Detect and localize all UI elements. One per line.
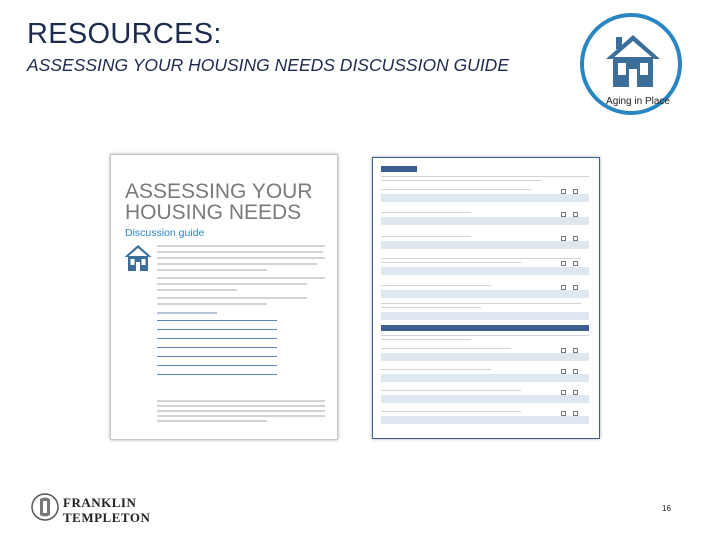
slide-title: RESOURCES:	[27, 18, 222, 50]
house-icon	[123, 244, 153, 272]
logo-text-line2: TEMPLETON	[63, 510, 151, 525]
section-header	[381, 166, 417, 172]
guide-cover-title-line2: HOUSING NEEDS	[125, 201, 302, 224]
guide-cover-subtitle: Discussion guide	[125, 227, 205, 239]
franklin-templeton-logo-icon	[30, 492, 60, 522]
slide-subtitle: ASSESSING YOUR HOUSING NEEDS DISCUSSION GUIDE	[27, 55, 509, 75]
guide-questions-page	[372, 157, 600, 439]
house-icon	[604, 33, 662, 89]
guide-cover-title	[125, 181, 313, 223]
section-header-bar	[381, 325, 589, 331]
guide-cover-page	[110, 154, 338, 440]
logo-text-line1: FRANKLIN	[63, 495, 137, 510]
badge-label: Aging in Place	[606, 96, 670, 107]
page-number: 16	[662, 504, 671, 513]
guide-cover-title-line1: ASSESSING YOUR	[125, 180, 313, 203]
